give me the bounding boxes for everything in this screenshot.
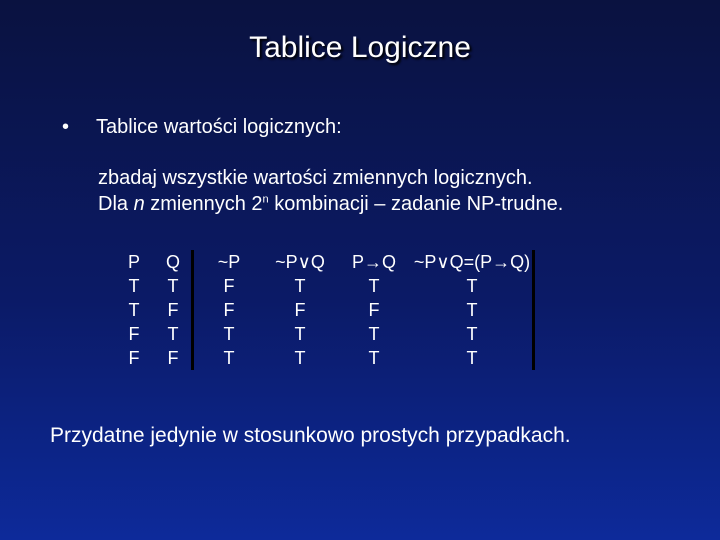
bullet-icon: • <box>62 116 70 138</box>
description-paragraph <box>98 165 563 217</box>
table-cell: T <box>412 274 534 298</box>
table-cell: F <box>155 298 193 322</box>
table-cell: T <box>294 348 306 368</box>
table-cell: F <box>128 348 140 368</box>
table-cell: T <box>368 348 380 368</box>
table-cell: T <box>128 300 140 320</box>
table-cell: F <box>128 324 140 344</box>
description-line-1: zbadaj wszystkie wartości zmiennych logicznych. <box>98 167 533 189</box>
bullet-text: Tablice wartości logicznych: <box>96 116 342 138</box>
table-cell: F <box>294 300 306 320</box>
table-cell: T <box>223 348 235 368</box>
variable-n: n <box>133 193 145 215</box>
line2-prefix: Dla <box>98 193 134 215</box>
table-cell: T <box>412 346 534 370</box>
footer-note: Przydatne jedynie w stosunkowo prostych przypadkach. <box>50 424 571 447</box>
header-p: P <box>127 252 140 272</box>
table-row <box>113 346 534 370</box>
table-cell: T <box>368 324 380 344</box>
line2-mid: zmiennych 2 <box>144 193 263 215</box>
truth-table-header-row <box>113 250 534 274</box>
truth-table <box>113 250 535 370</box>
description-line-2 <box>98 191 563 217</box>
table-cell: T <box>294 324 306 344</box>
table-cell: F <box>368 300 380 320</box>
table-cell: T <box>368 276 380 296</box>
header-not-p-or-q: ~P∨Q <box>275 252 325 272</box>
exponent-n: n <box>262 193 269 206</box>
table-row <box>113 322 534 346</box>
table-cell: F <box>223 276 235 296</box>
table-cell: T <box>155 322 193 346</box>
table-row <box>113 298 534 322</box>
table-cell: T <box>128 276 140 296</box>
table-cell: T <box>412 322 534 346</box>
table-cell: T <box>155 274 193 298</box>
table-cell: F <box>223 300 235 320</box>
bullet-item <box>62 114 342 140</box>
table-cell: F <box>155 346 193 370</box>
header-p-implies-q: P→Q <box>351 252 396 272</box>
table-cell: T <box>223 324 235 344</box>
header-not-p: ~P <box>217 252 241 272</box>
table-cell: T <box>412 298 534 322</box>
table-cell: T <box>294 276 306 296</box>
header-q: Q <box>155 250 193 274</box>
table-row <box>113 274 534 298</box>
slide-title: Tablice Logiczne <box>249 31 471 64</box>
header-equivalence: ~P∨Q=(P→Q) <box>412 250 534 274</box>
line2-suffix: kombinacji – zadanie NP-trudne. <box>268 193 564 215</box>
